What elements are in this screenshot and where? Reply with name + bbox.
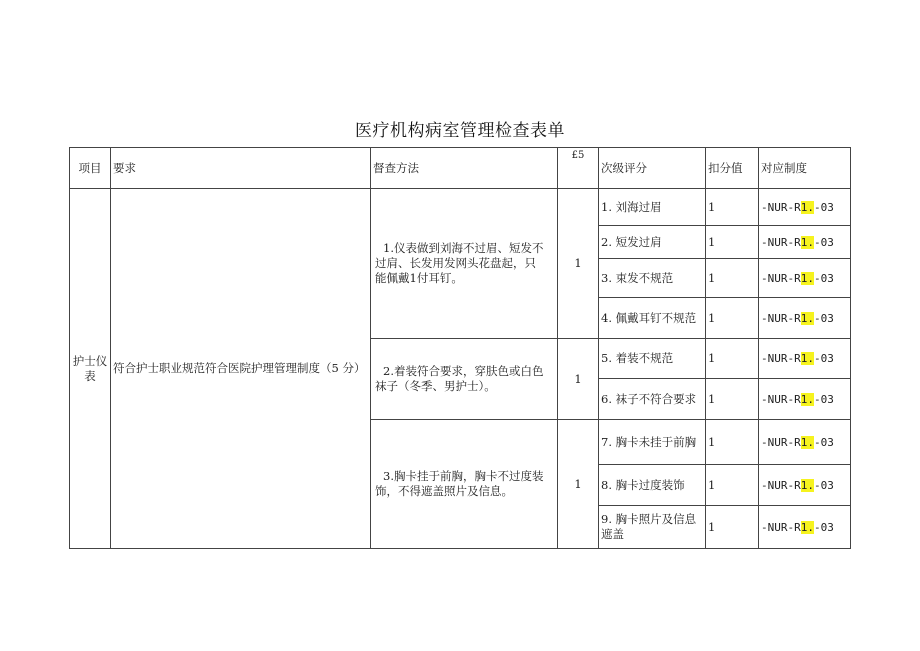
deduct-cell: 1 — [706, 189, 759, 226]
policy-code: -NUR-R — [761, 200, 801, 214]
header-method: 督查方法 — [371, 148, 558, 189]
policy-code: -NUR-R — [761, 392, 801, 406]
score-cell: 1 — [558, 189, 599, 339]
document-title: 医疗机构病室管理检查表单 — [355, 121, 565, 141]
header-row — [70, 148, 851, 189]
highlighted-text: 1. — [800, 435, 814, 449]
policy-cell — [759, 379, 851, 420]
deduct-cell: 1 — [706, 226, 759, 259]
policy-suffix: -03 — [814, 520, 834, 534]
highlighted-text: 1. — [800, 200, 814, 214]
sub-score-cell: 4. 佩戴耳钉不规范 — [599, 298, 706, 339]
highlighted-text: 1. — [800, 520, 814, 534]
table-row — [70, 189, 851, 226]
policy-suffix: -03 — [814, 200, 834, 214]
policy-cell — [759, 189, 851, 226]
method-text: 1.仪表做到刘海不过眉、短发不过肩、长发用发网头花盘起，只能佩戴1付耳钉。 — [375, 241, 544, 285]
header-score: £5 — [558, 148, 599, 189]
policy-suffix: -03 — [814, 435, 834, 449]
policy-cell — [759, 420, 851, 465]
policy-code: -NUR-R — [761, 478, 801, 492]
checklist-table — [69, 147, 851, 549]
score-cell: 1 — [558, 339, 599, 420]
header-deduct: 扣分值 — [706, 148, 759, 189]
highlighted-text: 1. — [800, 311, 814, 325]
policy-cell — [759, 226, 851, 259]
policy-code: -NUR-R — [761, 235, 801, 249]
highlighted-text: 1. — [800, 392, 814, 406]
sub-score-cell: 3. 束发不规范 — [599, 259, 706, 298]
policy-code: -NUR-R — [761, 520, 801, 534]
header-requirement: 要求 — [111, 148, 371, 189]
highlighted-text: 1. — [800, 235, 814, 249]
policy-code: -NUR-R — [761, 435, 801, 449]
deduct-cell: 1 — [706, 506, 759, 549]
policy-cell — [759, 506, 851, 549]
requirement-cell: 符合护士职业规范符合医院护理管理制度（5 分） — [111, 189, 371, 549]
policy-suffix: -03 — [814, 235, 834, 249]
sub-score-cell: 9. 胸卡照片及信息遮盖 — [599, 506, 706, 549]
policy-code: -NUR-R — [761, 352, 801, 365]
method-text: 3.胸卡挂于前胸，胸卡不过度装饰，不得遮盖照片及信息。 — [375, 469, 544, 498]
deduct-cell: 1 — [706, 298, 759, 339]
method-cell — [371, 189, 558, 339]
policy-code: -NUR-R — [761, 271, 801, 285]
policy-cell — [759, 298, 851, 339]
policy-suffix: -03 — [814, 271, 834, 285]
header-item: 项目 — [70, 148, 111, 189]
deduct-cell: 1 — [706, 420, 759, 465]
highlighted-text: 1. — [800, 271, 814, 285]
policy-cell — [759, 465, 851, 506]
deduct-cell: 1 — [706, 379, 759, 420]
deduct-cell: 1 — [706, 465, 759, 506]
method-cell — [371, 420, 558, 549]
sub-score-cell: 1. 刘海过眉 — [599, 189, 706, 226]
sub-score-cell: 6. 袜子不符合要求 — [599, 379, 706, 420]
policy-cell — [759, 259, 851, 298]
highlighted-text: 1. — [800, 352, 814, 365]
policy-cell — [759, 339, 851, 379]
method-cell — [371, 339, 558, 420]
sub-score-cell: 7. 胸卡未挂于前胸 — [599, 420, 706, 465]
method-text: 2.着装符合要求，穿肤色或白色袜子（冬季、男护士）。 — [375, 364, 544, 393]
policy-suffix: -03 — [814, 478, 834, 492]
policy-code: -NUR-R — [761, 311, 801, 325]
sub-score-cell: 5. 着装不规范 — [599, 339, 706, 379]
item-cell: 护士仪表 — [70, 189, 111, 549]
score-cell: 1 — [558, 420, 599, 549]
header-sub-score: 次级评分 — [599, 148, 706, 189]
sub-score-cell: 2. 短发过肩 — [599, 226, 706, 259]
policy-suffix: -03 — [814, 311, 834, 325]
deduct-cell: 1 — [706, 339, 759, 379]
sub-score-cell: 8. 胸卡过度装饰 — [599, 465, 706, 506]
highlighted-text: 1. — [800, 478, 814, 492]
policy-suffix: -03 — [814, 352, 834, 365]
policy-suffix: -03 — [814, 392, 834, 406]
header-policy: 对应制度 — [759, 148, 851, 189]
deduct-cell: 1 — [706, 259, 759, 298]
